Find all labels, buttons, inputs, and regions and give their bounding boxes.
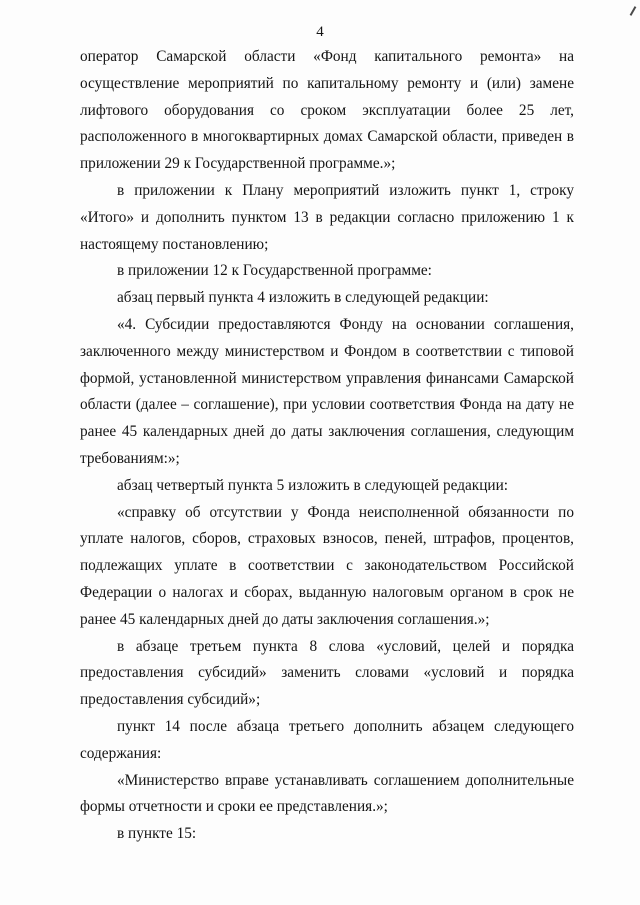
paragraph-9: пункт 14 после абзаца третьего дополнить абзацем следующего содержания: [80,717,574,762]
paragraph-7: «справку об отсутствии у Фонда неисполненной обязанности по уплате налогов, сборов, страховых взносов, пеней, штрафов, процентов, подлежащих уплате в соответствии с законодательством Российской Федерации о налогах и сборах, выданную налоговым органом в срок не ранее 45 календарных дней до даты заключения соглашения.»; [80,503,574,628]
paragraph-3: в приложении 12 к Государственной программе: [117,262,432,280]
paragraph-5: «4. Субсидии предоставляются Фонду на основании соглашения, заключенного между министерством и Фондом в соответствии с типовой формой, установленной министерством управления финансами Самарской области (далее – соглашение), при условии соответствия Фонда на дату не ранее 45 календарных дней до даты заключения соглашения, следующим требованиям:»; [80,315,574,467]
paragraph-2: в приложении к Плану мероприятий изложить пункт 1, строку «Итого» и дополнить пунктом 13 в редакции согласно приложению 1 к настоящему постановлению; [80,181,574,253]
paragraph-11: в пункте 15: [117,825,197,843]
scan-mark [630,6,637,16]
paragraph-6: абзац четвертый пункта 5 изложить в следующей редакции: [117,476,509,494]
paragraph-4: абзац первый пункта 4 изложить в следующей редакции: [117,289,489,307]
paragraph-10: «Министерство вправе устанавливать соглашением дополнительные формы отчетности и сроки ее представления.»; [80,771,574,816]
paragraph-1: оператор Самарской области «Фонд капитального ремонта» на осуществление мероприятий по капитальному ремонту и (или) замене лифтового оборудования со сроком эксплуатации более 25 лет, расположенного в многоквартирных домах Самарской области, приведен в приложении 29 к Государственной программе.»; [80,48,574,173]
page-number: 4 [316,24,324,40]
paragraph-8: в абзаце третьем пункта 8 слова «условий, целей и порядка предоставления субсидий» заменить словами «условий и порядка предоставления субсидий»; [80,637,574,709]
document-body [80,44,574,848]
